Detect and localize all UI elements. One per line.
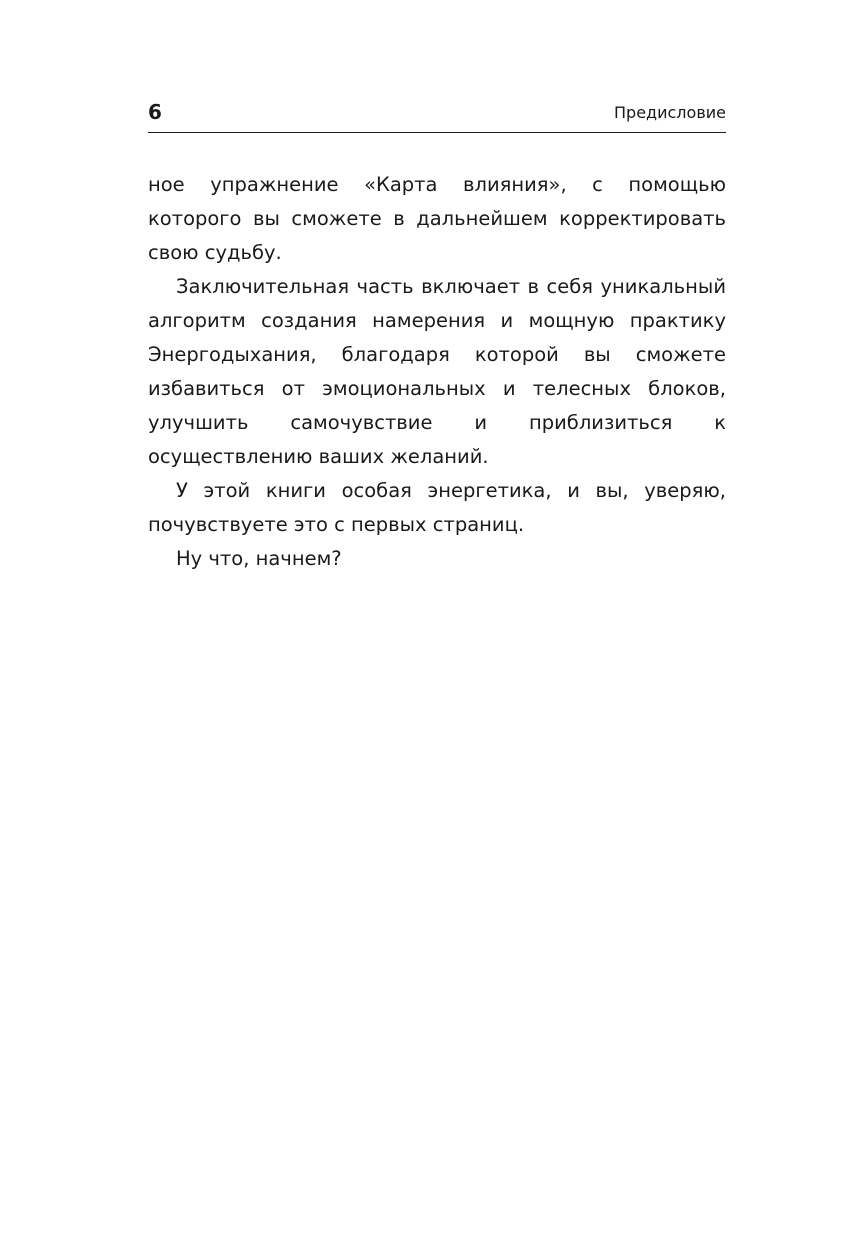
page-header [148, 96, 726, 133]
paragraph: У этой книги особая энергетика, и вы, уверяю, почувствуете это с первых страниц. [148, 479, 726, 536]
paragraph: Заключительная часть включает в себя уникальный алгоритм создания намерения и мощную практику Энергодыхания, благодаря которой вы сможете избавиться от эмоциональных и телесных блоков, улучшить самочувствие и приблизиться к осуществлению ваших желаний. [148, 275, 726, 468]
paragraph-continuation: ное упражнение «Карта влияния», с помощью которого вы сможете в дальнейшем корректировать свою судьбу. [148, 173, 726, 264]
running-title: Предисловие [614, 103, 726, 122]
body-text [148, 168, 726, 576]
paragraph: Ну что, начнем? [176, 547, 342, 570]
page-number: 6 [148, 100, 162, 124]
